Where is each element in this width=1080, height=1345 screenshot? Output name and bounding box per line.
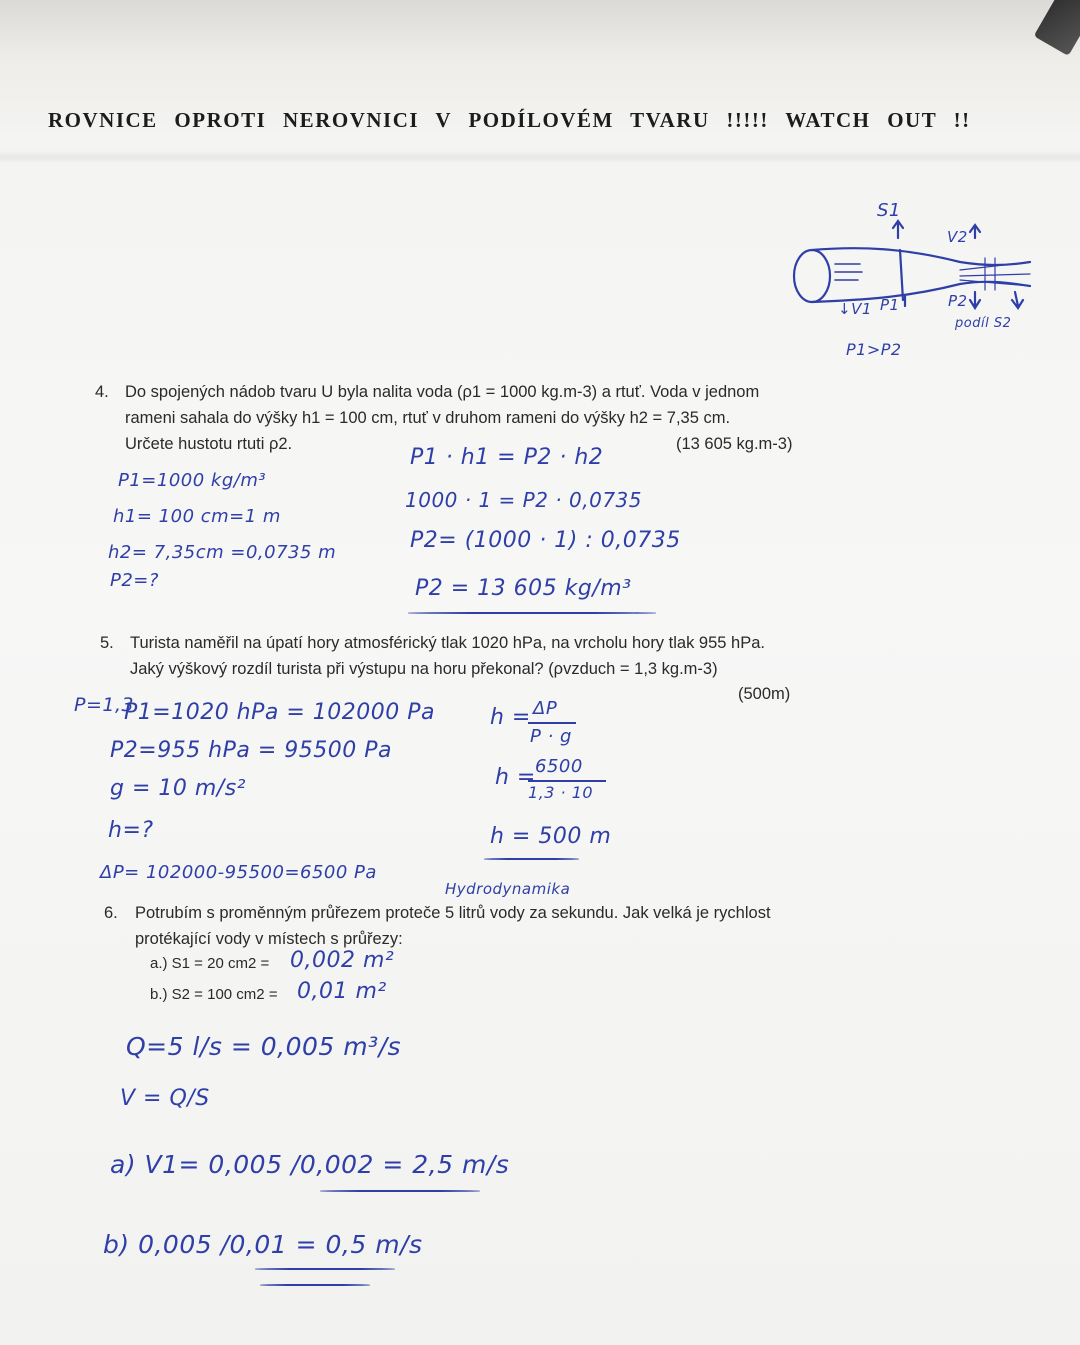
label-p2: P2 (948, 292, 968, 310)
p5-calc-fraction-line (528, 780, 606, 782)
pipe-top-edge (812, 248, 1030, 265)
problem6-line1: Potrubím s proměnným průřezem proteče 5 litrů vody za sekundu. Jak velká je rychlost (135, 904, 771, 922)
p4-result-underline (408, 612, 656, 614)
v2-arrow (970, 225, 980, 238)
p6-flow-rate: Q=5 l/s = 0,005 m³/s (126, 1032, 402, 1061)
p6-result-b-underline (255, 1268, 395, 1270)
p6-part-a-hand: 0,002 m² (290, 948, 395, 973)
p6-result-a: a) V1= 0,005 /0,002 = 2,5 m/s (110, 1150, 510, 1179)
page-title: ROVNICE OPROTI NEROVNICI V PODÍLOVÉM TVARU !!!!! WATCH OUT !! (48, 108, 971, 132)
p5-result-underline (484, 858, 579, 860)
problem4-line1: Do spojených nádob tvaru U byla nalita voda (ρ1 = 1000 kg.m-3) a rtuť. Voda v jednom (125, 383, 760, 401)
p4-eq2: 1000 · 1 = P2 · 0,0735 (405, 488, 643, 512)
label-podil: podíl S2 (955, 316, 1012, 331)
label-v1: ↓V1 (838, 300, 872, 318)
problem4-line2: rameni sahala do výšky h1 = 100 cm, rtuť v druhom rameni do výšky h2 = 7,35 cm. (125, 409, 731, 427)
label-pressure-relation: P1>P2 (846, 340, 902, 359)
p5-calc-num: 6500 (535, 756, 583, 777)
problem5-line1: Turista naměřil na úpatí hory atmosférický tlak 1020 hPa, na vrcholu hory tlak 955 hPa. (130, 634, 765, 652)
problem4-number: 4. (95, 383, 109, 401)
p6-part-b-hand: 0,01 m² (297, 979, 387, 1004)
s2-arrow (1012, 292, 1023, 308)
p5-formula-num: ΔP (533, 698, 558, 719)
p5-calc-lhs: h = (495, 765, 536, 790)
s1-arrow (893, 221, 903, 238)
p4-given-h1: h1= 100 cm=1 m (113, 506, 281, 527)
flow-lines (835, 264, 862, 280)
p5-given-rho: P=1,3 (74, 694, 135, 716)
problem6-line2: protékající vody v místech s průřezy: (135, 930, 403, 948)
pipe-bottom-edge (812, 282, 1030, 302)
p6-result-b-underline-2 (260, 1284, 370, 1286)
p6-velocity-formula: V = Q/S (120, 1086, 210, 1111)
problem4-answer: (13 605 kg.m-3) (676, 435, 793, 453)
p4-eq1: P1 · h1 = P2 · h2 (410, 445, 604, 470)
p5-given-p1: P1=1020 hPa = 102000 Pa (124, 700, 436, 725)
p4-given-h2: h2= 7,35cm =0,0735 m (108, 542, 337, 563)
section-s1-line (900, 250, 903, 300)
p5-given-g: g = 10 m/s² (110, 776, 246, 801)
p5-given-p2: P2=955 hPa = 95500 Pa (110, 738, 393, 763)
pipe-inlet-ellipse (794, 250, 830, 302)
p4-given-rho1: P1=1000 kg/m³ (118, 470, 267, 491)
p5-calc-den: 1,3 · 10 (528, 783, 594, 802)
p5-formula-lhs: h = (490, 705, 531, 730)
p5-formula-fraction-line (528, 722, 576, 724)
p4-eq3: P2= (1000 · 1) : 0,0735 (410, 528, 681, 553)
problem6-part-a: a.) S1 = 20 cm2 = (150, 955, 270, 972)
p6-heading-hand: Hydrodynamika (445, 880, 571, 898)
p2-arrow (970, 292, 980, 308)
label-p1: P1 (880, 296, 900, 314)
p4-given-rho2: P2=? (110, 570, 159, 591)
p6-result-b: b) 0,005 /0,01 = 0,5 m/s (103, 1230, 423, 1259)
p5-result: h = 500 m (490, 824, 612, 849)
problem4-line3: Určete hustotu rtuti ρ2. (125, 435, 293, 453)
problem5-line2: Jaký výškový rozdíl turista při výstupu na horu překonal? (ρvzduch = 1,3 kg.m-3) (130, 660, 718, 678)
problem6-number: 6. (104, 904, 118, 922)
p5-formula-den: P · g (530, 726, 572, 747)
p4-result: P2 = 13 605 kg/m³ (415, 576, 632, 601)
label-s1: S1 (877, 200, 901, 221)
problem5-number: 5. (100, 634, 114, 652)
problem5-answer: (500m) (738, 685, 791, 703)
label-v2: V2 (947, 228, 968, 246)
p5-given-h: h=? (108, 818, 154, 843)
p6-result-a-underline (320, 1190, 480, 1192)
p5-delta-p: ΔP= 102000-95500=6500 Pa (100, 862, 377, 883)
problem6-part-b: b.) S2 = 100 cm2 = (150, 986, 278, 1003)
